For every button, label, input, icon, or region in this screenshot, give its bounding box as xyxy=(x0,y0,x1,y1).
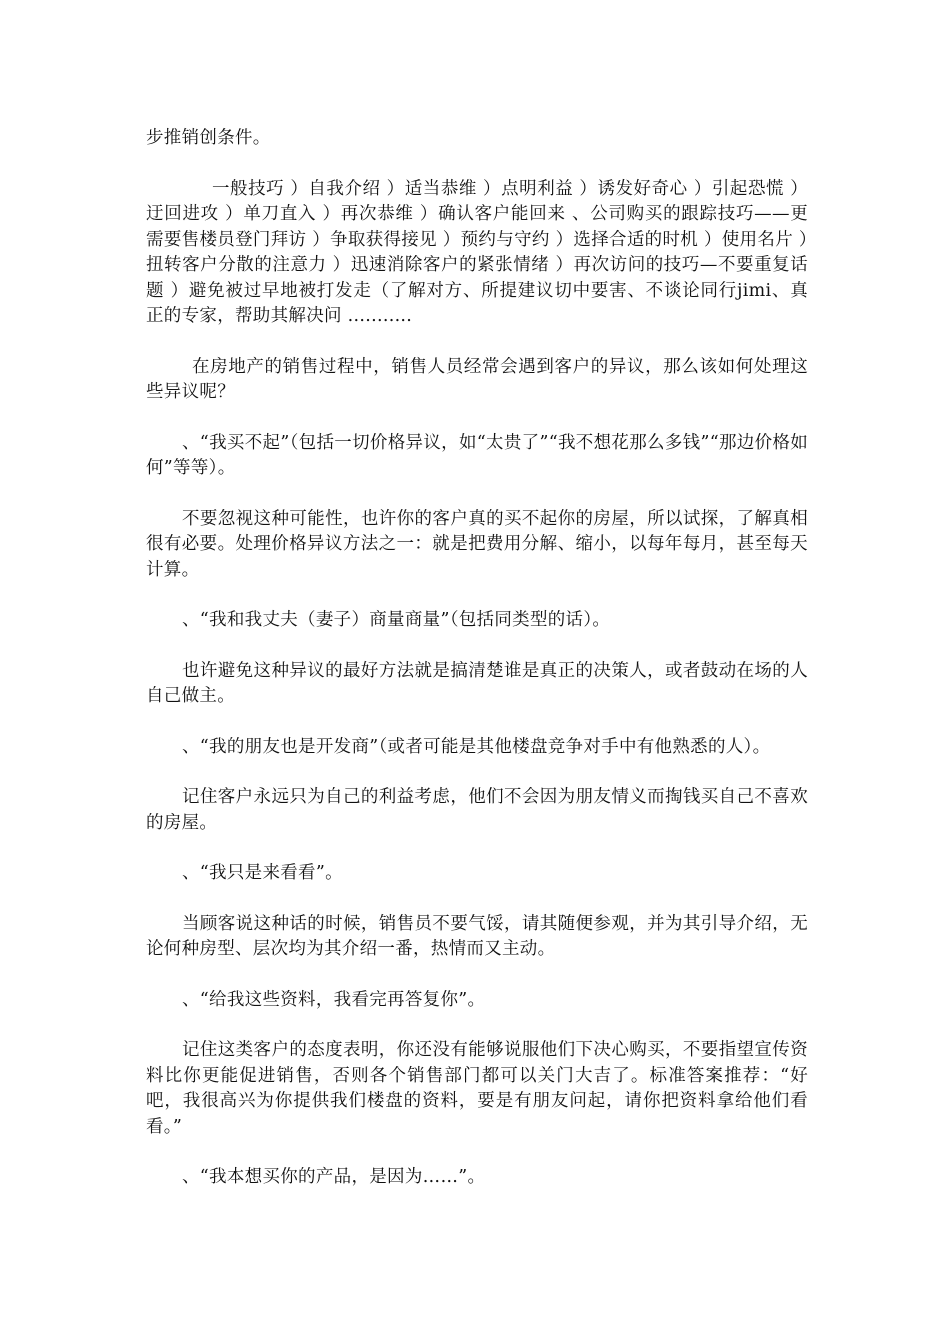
paragraph-objections-intro: 在房地产的销售过程中，销售人员经常会遇到客户的异议，那么该如何处理这些异议呢？ xyxy=(146,356,808,402)
paragraph-discuss-spouse-response: 也许避免这种异议的最好方法就是搞清楚谁是真正的决策人，或者鼓动在场的人自己做主。 xyxy=(146,660,808,706)
objection-heading-wanted-to-buy: 、“我本想买你的产品，是因为……”。 xyxy=(182,1167,486,1187)
paragraph-continuation: 步推销创条件。 xyxy=(146,128,271,148)
paragraph-give-materials-response: 记住这类客户的态度表明，你还没有能够说服他们下决心购买，不要指望宣传资料比你更能促进销售，否则各个销售部门都可以关门大吉了。标准答案推荐：“好吧，我很高兴为你提供我们楼盘的资料，要是有朋友问起，请你把资料拿给他们看看。” xyxy=(146,1040,808,1137)
objection-heading-friend-developer: 、“我的朋友也是开发商”（或者可能是其他楼盘竞争对手中有他熟悉的人）。 xyxy=(182,736,771,757)
objection-heading-just-looking: 、“我只是来看看”。 xyxy=(182,863,343,883)
objection-heading-discuss-spouse: 、“我和我丈夫（妻子）商量商量”（包括同类型的话）。 xyxy=(182,610,611,630)
paragraph-friend-developer-response: 记住客户永远只为自己的利益考虑，他们不会因为朋友情义而掏钱买自己不喜欢的房屋。 xyxy=(146,787,808,833)
objection-heading-give-materials: 、“给我这些资料，我看完再答复你”。 xyxy=(182,989,486,1010)
paragraph-just-looking-response: 当顾客说这种话的时候，销售员不要气馁，请其随便参观，并为其引导介绍，无论何种房型、层次均为其介绍一番，热情而又主动。 xyxy=(146,913,808,959)
paragraph-techniques-list: 一般技巧 ）自我介绍 ）适当恭维 ）点明利益 ）诱发好奇心 ）引起恐慌 ）迂回进攻 ）单刀直入 ）再次恭维 ）确认客户能回来 、公司购买的跟踪技巧——更需要售楼员登门拜访 ）争取获得接见 ）预约与守约 ）选择合适的时机 ）使用名片 ）扭转客户分散的注意力 ）迅速消除客户的紧张情绪 ）再次访问的技巧—不要重复话题 ）避免被过早地被打发走（了解对方、所提建议切中要害、不谈论同行jimi、真正的专家，帮助其解决问 ........... xyxy=(146,178,808,326)
document-page xyxy=(146,126,808,1216)
objection-heading-cannot-afford: 、“我买不起”（包括一切价格异议，如“太贵了”“我不想花那么多钱”“那边价格如何”等等）。 xyxy=(146,432,808,478)
paragraph-cannot-afford-response: 不要忽视这种可能性，也许你的客户真的买不起你的房屋，所以试探，了解真相很有必要。处理价格异议方法之一：就是把费用分解、缩小，以每年每月，甚至每天计算。 xyxy=(146,508,808,580)
